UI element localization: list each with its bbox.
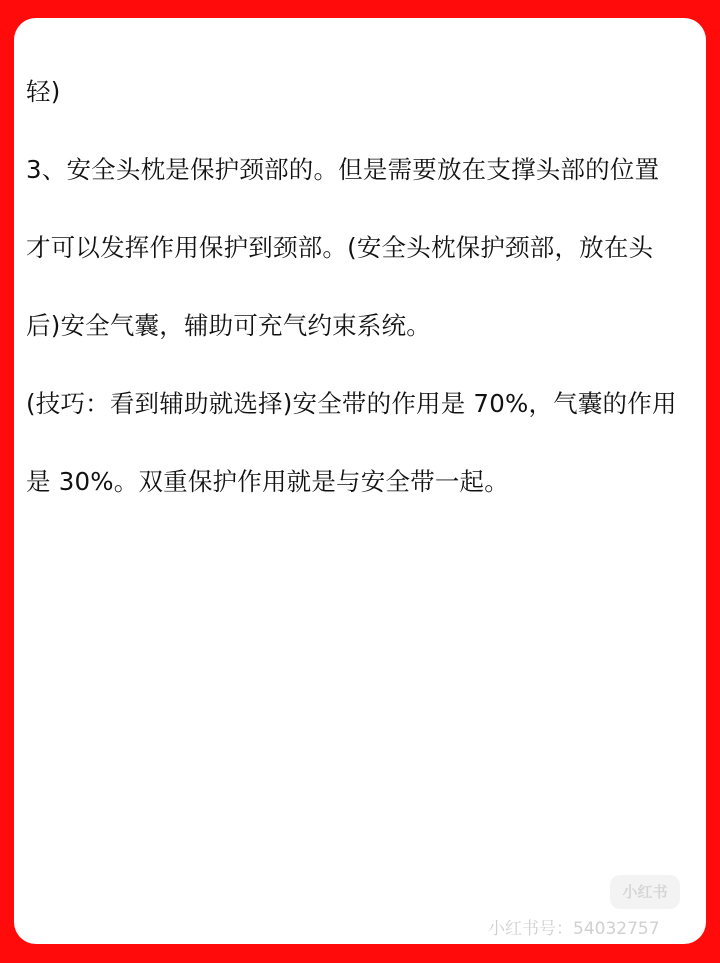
note-card xyxy=(14,18,706,944)
watermark-logo: 小红书 xyxy=(610,875,680,909)
watermark-id: 小红书号：54032757 xyxy=(488,919,660,939)
note-line: 后)安全气囊，辅助可充气约束系统。 xyxy=(26,311,431,340)
note-body xyxy=(26,72,702,502)
note-line: 是 30%。双重保护作用就是与安全带一起。 xyxy=(26,467,509,496)
note-line: 轻) xyxy=(26,77,61,106)
note-line: 3、安全头枕是保护颈部的。但是需要放在支撑头部的位置 xyxy=(26,155,660,184)
note-line: (技巧：看到辅助就选择)安全带的作用是 70%，气囊的作用 xyxy=(26,389,677,418)
note-line: 才可以发挥作用保护到颈部。(安全头枕保护颈部，放在头 xyxy=(26,233,654,262)
